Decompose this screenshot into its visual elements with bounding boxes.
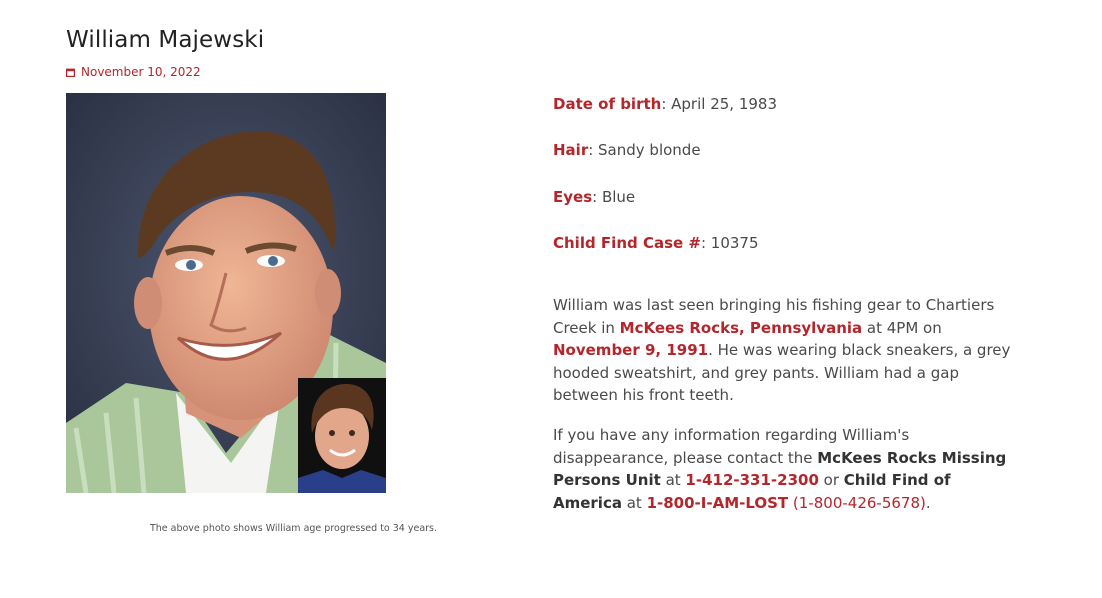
- hair-label: Hair: [553, 141, 589, 159]
- p1-text-c: . He was wearing black sneakers, a grey hooded sweatshirt, and grey pants. William had a gap between his front teeth.: [553, 341, 1011, 404]
- detail-case-number: [553, 232, 1023, 255]
- p2-text-b: at: [660, 471, 686, 489]
- photo-caption: The above photo shows William age progressed to 34 years.: [149, 523, 438, 534]
- detail-eyes: [553, 186, 1023, 209]
- location-link[interactable]: McKees Rocks, Pennsylvania: [619, 318, 863, 337]
- hotline-number-link[interactable]: (1-800-426-5678): [788, 493, 926, 512]
- police-unit-name: McKees Rocks Missing Persons Unit: [553, 448, 1007, 489]
- p2-text-d: at: [621, 493, 647, 512]
- p1-text-b: at 4PM on: [862, 318, 942, 337]
- eyes-label: Eyes: [553, 188, 593, 206]
- hair-value: : Sandy blonde: [588, 141, 701, 159]
- dob-label: Date of birth: [553, 95, 662, 113]
- p2-text-c: or: [818, 471, 844, 489]
- p2-text-e: .: [925, 493, 931, 512]
- childhood-photo: [298, 378, 386, 493]
- detail-hair: [553, 139, 1023, 162]
- p1-text-a: William was last seen bringing his fishing gear to Chartiers Creek in: [553, 296, 995, 337]
- calendar-icon: [66, 68, 75, 77]
- disappearance-paragraph: [553, 294, 1023, 407]
- child-find-name: Child Find of America: [553, 471, 951, 512]
- hotline-link[interactable]: 1-800-I-AM-LOST: [646, 493, 789, 512]
- missing-date-link[interactable]: November 9, 1991: [553, 341, 709, 359]
- post-date-link[interactable]: November 10, 2022: [81, 65, 201, 79]
- dob-value: : April 25, 1983: [661, 95, 777, 113]
- case-label: Child Find Case #: [553, 234, 701, 252]
- eyes-value: : Blue: [592, 188, 636, 206]
- case-value: : 10375: [700, 234, 759, 252]
- page-title: William Majewski: [66, 27, 265, 53]
- p2-text-a: If you have any information regarding William's disappearance, please contact the: [553, 426, 910, 467]
- police-phone-link[interactable]: 1-412-331-2300: [685, 471, 819, 489]
- detail-date-of-birth: [553, 93, 1023, 116]
- post-meta: [66, 65, 201, 79]
- contact-paragraph: [553, 424, 1023, 514]
